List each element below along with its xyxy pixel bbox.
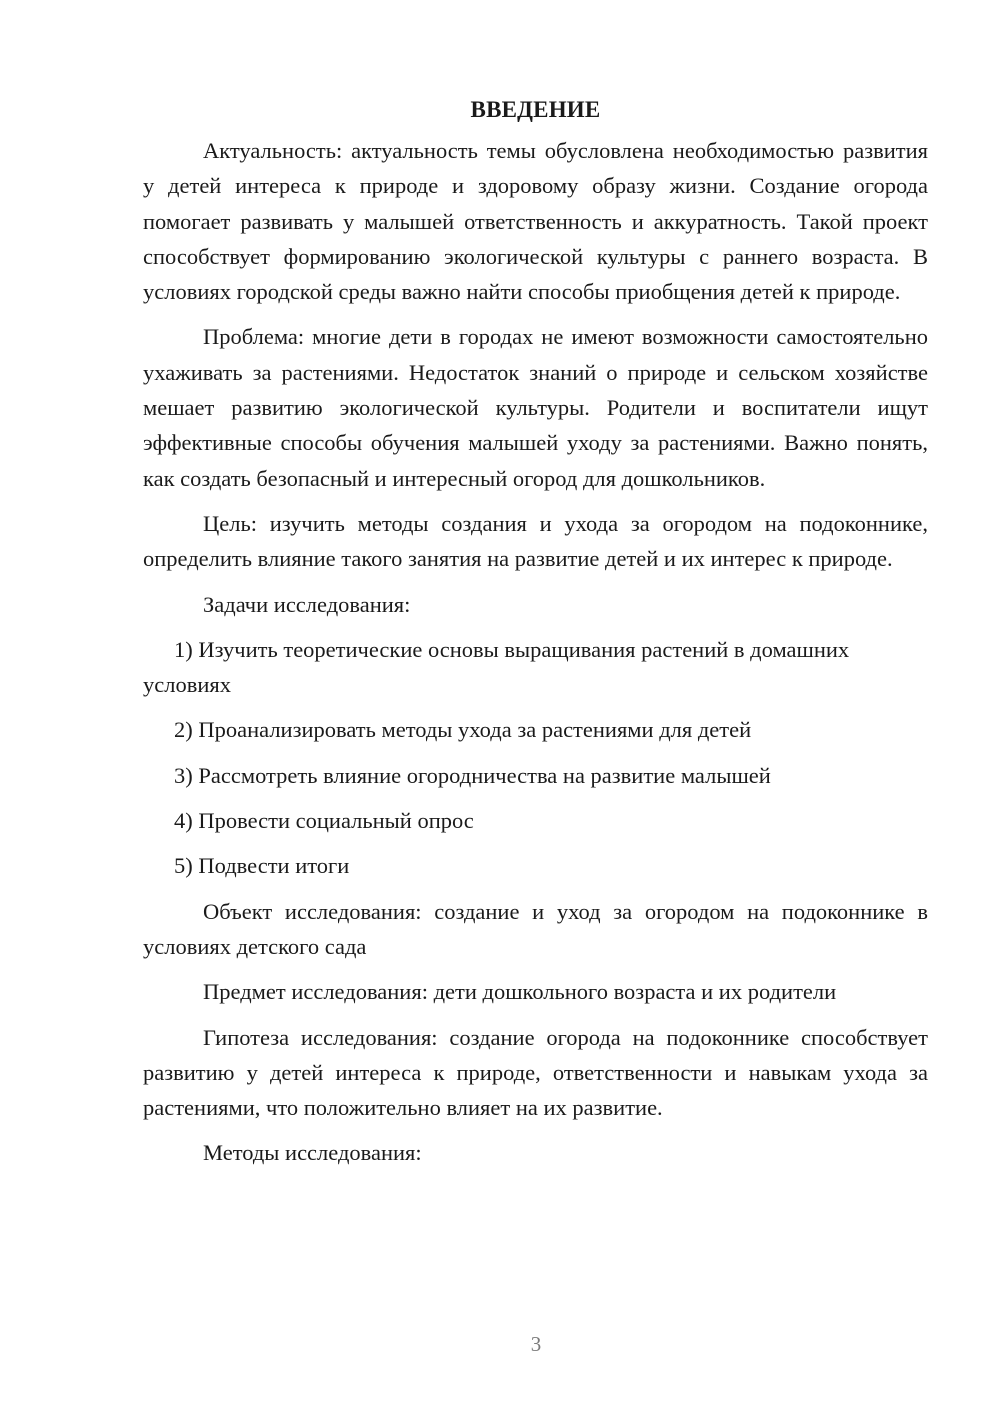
- methods-heading: Методы исследования:: [203, 1140, 422, 1166]
- task-item-2: 2) Проанализировать методы ухода за растениями для детей: [174, 717, 752, 743]
- task-item-5: 5) Подвести итоги: [174, 853, 350, 879]
- problem-paragraph: Проблема: многие дети в городах не имеют возможности самостоятельно ухаживать за растениями. Недостаток знаний о природе и сельском хозяйстве мешает развитию экологической культуры. Родители и воспитатели ищут эффективные способы обучения малышей уходу за растениями. Важно понять, как создать безопасный и интересный огород для дошкольников.: [143, 324, 928, 491]
- hypothesis-paragraph: Гипотеза исследования: создание огорода на подоконнике способствует развитию у детей интереса к природе, ответственности и навыкам ухода за растениями, что положительно влияет на их развитие.: [143, 1024, 928, 1121]
- relevance-paragraph: Актуальность: актуальность темы обусловлена необходимостью развития у детей интереса к природе и здоровому образу жизни. Создание огорода помогает развивать у малышей ответственность и аккуратность. Такой проект способствует формированию экологической культуры с раннего возраста. В условиях городской среды важно найти способы приобщения детей к природе.: [143, 138, 928, 305]
- document-title: ВВЕДЕНИЕ: [470, 97, 601, 122]
- object-paragraph: Объект исследования: создание и уход за огородом на подоконнике в условиях детского сада: [143, 898, 928, 959]
- task-item-1: 1) Изучить теоретические основы выращивания растений в домашних условиях: [143, 636, 850, 698]
- task-item-3: 3) Рассмотреть влияние огородничества на развитие малышей: [174, 762, 771, 788]
- subject-paragraph: Предмет исследования: дети дошкольного возраста и их родители: [203, 979, 837, 1005]
- goal-paragraph: Цель: изучить методы создания и ухода за огородом на подоконнике, определить влияние такого занятия на развитие детей и их интерес к природе.: [143, 510, 928, 572]
- page-number: 3: [530, 1332, 542, 1356]
- tasks-heading: Задачи исследования:: [203, 591, 411, 617]
- document-page: [143, 92, 928, 1181]
- task-item-4: 4) Провести социальный опрос: [174, 808, 474, 834]
